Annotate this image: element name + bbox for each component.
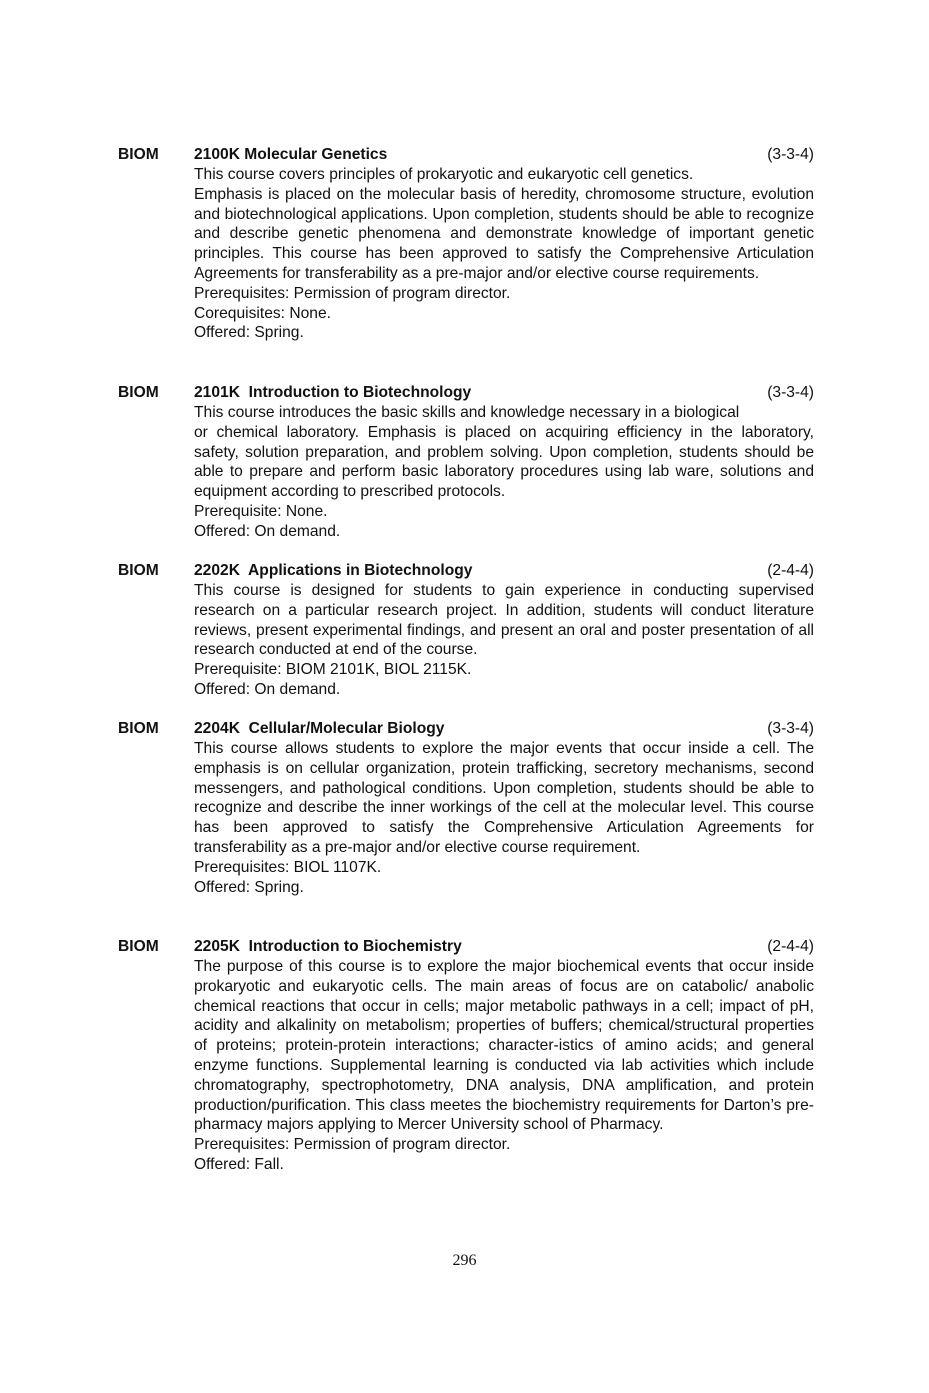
course-description: The purpose of this course is to explore the major biochemical events that occur inside prokaryotic and eukaryotic cells. The main areas of focus are on catabolic/ anabolic chemical reactions that occur in cells; major metabolic pathways in a cell; impact of pH, acidity and alkalinity on metabolism; properties of buffers; chemical/structural properties of proteins; protein-protein interactions; character-istics of amino acids; and general enzyme functions. Supplemental learning is conducted via lab activities which include chromatography, spectrophotometry, DNA analysis, DNA amplification, and protein production/purification. This class meetes the biochemistry requirements for Darton’s pre-pharmacy majors applying to Mercer University school of Pharmacy. xyxy=(194,958,814,1134)
course-description: This course allows students to explore the major events that occur inside a cell. The emphasis is on cellular organization, protein trafficking, secretory mechanisms, second messengers, and pathological conditions. Upon completion, students should be able to recognize and describe the inner workings of the cell at the molecular level. This course has been approved to satisfy the Comprehensive Articulation Agreements for transferability as a pre-major and/or elective course requirement. xyxy=(194,740,814,856)
course-title: 2205K Introduction to Biochemistry xyxy=(194,938,462,955)
course-body xyxy=(194,739,814,897)
course-biom-2100k xyxy=(118,145,814,343)
course-credit-hours: (3-3-4) xyxy=(767,146,814,163)
course-department: BIOM xyxy=(118,938,159,955)
course-description: Emphasis is placed on the molecular basis of heredity, chromosome structure, evolution and biotechnological applications. Upon completion, students should be able to recognize and describe genetic phenomena and demonstrate knowledge of important genetic principles. This course has been approved to satisfy the Comprehensive Articulation Agreements for transferability as a pre-major and/or elective course requirements. xyxy=(194,185,814,282)
course-offered: Offered: Spring. xyxy=(194,324,304,342)
course-prerequisites: Prerequisite: BIOM 2101K, BIOL 2115K. xyxy=(194,661,472,679)
course-prerequisites: Prerequisites: Permission of program director. xyxy=(194,1136,511,1154)
course-header xyxy=(118,719,814,739)
course-department: BIOM xyxy=(118,720,159,737)
course-biom-2205k xyxy=(118,937,814,1175)
course-offered: Offered: Fall. xyxy=(194,1155,284,1173)
course-description: This course is designed for students to gain experience in conducting supervised research on a particular research project. In addition, students will conduct literature reviews, present experimental findings, and present an oral and poster presentation of all research conducted at end of the course. xyxy=(194,582,814,659)
course-credit-hours: (2-4-4) xyxy=(767,562,814,579)
course-biom-2202k xyxy=(118,561,814,700)
course-prerequisites: Prerequisites: BIOL 1107K. xyxy=(194,858,382,876)
course-prerequisites: Prerequisite: None. xyxy=(194,502,328,520)
course-body xyxy=(194,957,814,1175)
course-department: BIOM xyxy=(118,146,159,163)
course-credit-hours: (3-3-4) xyxy=(767,384,814,401)
page-number: 296 xyxy=(452,1252,477,1269)
course-offered: Offered: On demand. xyxy=(194,522,341,540)
course-header xyxy=(118,383,814,403)
course-description-first-line: This course covers principles of prokaryotic and eukaryotic cell genetics. xyxy=(194,166,694,183)
course-credit-hours: (2-4-4) xyxy=(767,938,814,955)
course-offered: Offered: On demand. xyxy=(194,680,341,698)
course-title: 2100K Molecular Genetics xyxy=(194,146,388,163)
course-header xyxy=(118,145,814,165)
course-description: or chemical laboratory. Emphasis is placed on acquiring efficiency in the laboratory, safety, solution preparation, and problem solving. Upon completion, students should be able to prepare and perform basic laboratory procedures using lab ware, solutions and equipment according to prescribed protocols. xyxy=(194,423,814,501)
course-department: BIOM xyxy=(118,384,159,401)
course-offered: Offered: Spring. xyxy=(194,878,304,896)
course-prerequisites: Prerequisites: Permission of program director. xyxy=(194,284,511,302)
course-body xyxy=(194,165,814,343)
course-header xyxy=(118,561,814,581)
course-description-first-line: This course introduces the basic skills and knowledge necessary in a biological xyxy=(194,404,740,421)
course-title: 2202K Applications in Biotechnology xyxy=(194,562,473,579)
course-body xyxy=(194,581,814,700)
course-corequisites: Corequisites: None. xyxy=(194,304,331,322)
course-title: 2204K Cellular/Molecular Biology xyxy=(194,720,445,737)
course-credit-hours: (3-3-4) xyxy=(767,720,814,737)
course-body xyxy=(194,403,814,542)
course-biom-2101k xyxy=(118,383,814,542)
course-biom-2204k xyxy=(118,719,814,897)
course-title: 2101K Introduction to Biotechnology xyxy=(194,384,472,401)
course-department: BIOM xyxy=(118,562,159,579)
course-header xyxy=(118,937,814,957)
